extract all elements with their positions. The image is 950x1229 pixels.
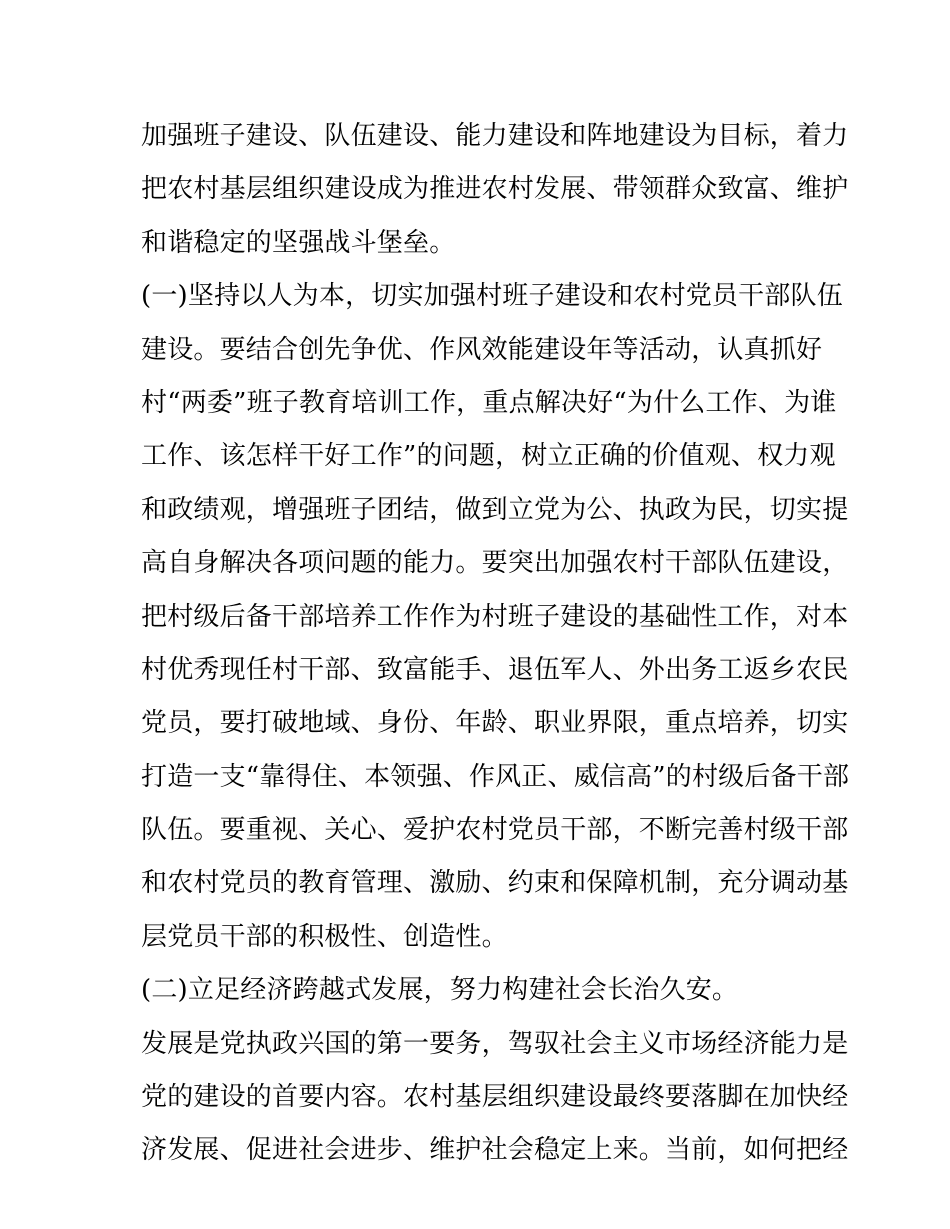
text-line: 党员，要打破地域、身份、年龄、职业界限，重点培养，切实 — [141, 708, 849, 739]
text-line: 济发展、促进社会进步、维护社会稳定上来。当前，如何把经 — [141, 1135, 849, 1166]
text-line: 队伍。要重视、关心、爱护农村党员干部，不断完善村级干部 — [141, 815, 849, 846]
text-line: 和农村党员的教育管理、激励、约束和保障机制，充分调动基 — [141, 868, 849, 899]
text-line: 把村级后备干部培养工作作为村班子建设的基础性工作，对本 — [141, 601, 849, 632]
text-line: 建设。要结合创先争优、作风效能建设年等活动，认真抓好 — [141, 334, 823, 365]
text-line: 和谐稳定的坚强战斗堡垒。 — [141, 227, 456, 258]
text-line: 工作、该怎样干好工作”的问题，树立正确的价值观、权力观 — [141, 441, 836, 472]
text-line: 把农村基层组织建设成为推进农村发展、带领群众致富、维护 — [141, 174, 849, 205]
section-heading-2: (二)立足经济跨越式发展，努力构建社会长治久安。 — [141, 975, 739, 1006]
text-line: 发展是党执政兴国的第一要务，驾驭社会主义市场经济能力是 — [141, 1028, 849, 1059]
text-line: 打造一支“靠得住、本领强、作风正、威信高”的村级后备干部 — [141, 761, 850, 792]
text-line: 党的建设的首要内容。农村基层组织建设最终要落脚在加快经 — [141, 1082, 849, 1113]
text-line: 层党员干部的积极性、创造性。 — [141, 921, 508, 952]
text-line: 和政绩观，增强班子团结，做到立党为公、执政为民，切实提 — [141, 494, 849, 525]
document-body — [141, 110, 850, 1178]
text-line: 高自身解决各项问题的能力。要突出加强农村干部队伍建设， — [141, 548, 849, 579]
text-line: 加强班子建设、队伍建设、能力建设和阵地建设为目标，着力 — [141, 121, 849, 151]
text-line: 村优秀现任村干部、致富能手、退伍军人、外出务工返乡农民 — [141, 654, 849, 685]
text-line: 村“两委”班子教育培训工作，重点解决好“为什么工作、为谁 — [141, 387, 837, 418]
section-heading-1: (一)坚持以人为本，切实加强村班子建设和农村党员干部队伍 — [141, 281, 843, 312]
